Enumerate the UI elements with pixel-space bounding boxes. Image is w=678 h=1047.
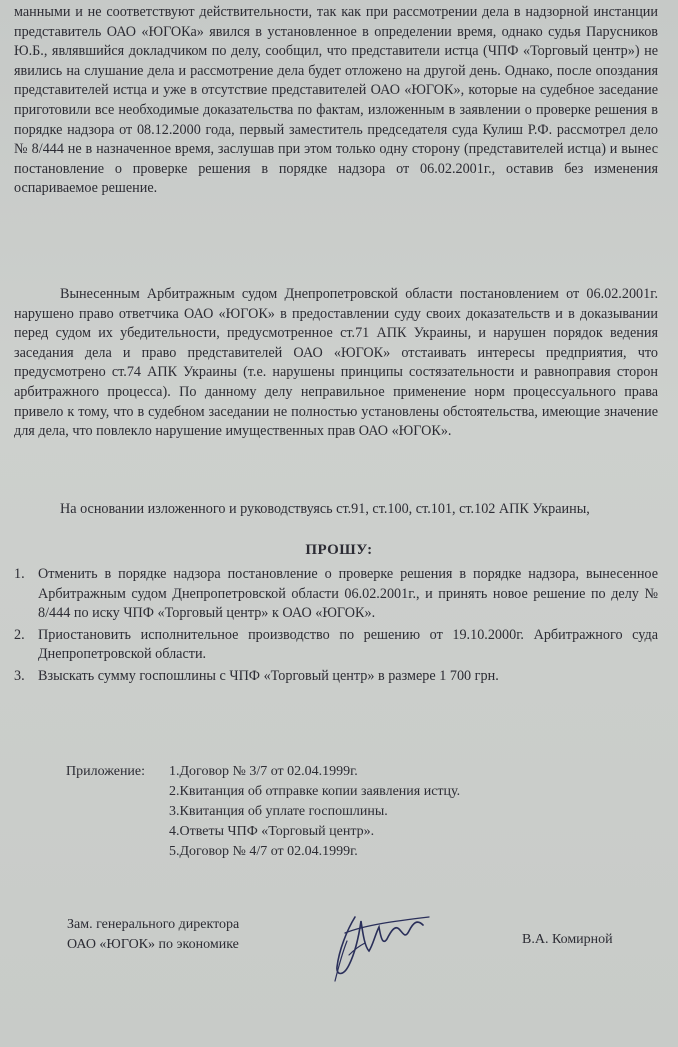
paragraph-2: Вынесенным Арбитражным судом Днепропетровской области постановлением от 06.02.2001г. нарушено право ответчика ОАО «ЮГОК» в предоставлении суду своих доказательств и в доказывании перед судом их убедительности, предусмотренное ст.71 АПК Украины, и нарушен порядок ведения заседания дела и право представителей ОАО «ЮГОК» отстаивать интересы предприятия, что предусмотрено ст.74 АПК Украины (т.е. нарушены принципы состязательности и равноправия сторон арбитражного процесса). По данному делу неправильное применение норм процессуального права привело к тому, что в судебном заседании не полностью установлены обстоятельства, имеющие значение для дела, что повлекло нарушение имущественных прав ОАО «ЮГОК».: [14, 286, 658, 440]
attachment-item: 5.Договор № 4/7 от 02.04.1999г.: [169, 844, 358, 859]
attachment-item: 1.Договор № 3/7 от 02.04.1999г.: [169, 764, 358, 779]
signatory-title-line-1: Зам. генерального директора: [67, 917, 240, 932]
attachment-item: 4.Ответы ЧПФ «Торговый центр».: [169, 824, 375, 839]
request-number: 2.: [14, 626, 25, 643]
signatory-title-line-2: ОАО «ЮГОК» по экономике: [67, 937, 239, 952]
attachments-list: [169, 762, 460, 862]
signatory-name: В.А. Комирной: [522, 932, 613, 947]
request-item: [14, 565, 658, 624]
request-heading: ПРОШУ:: [305, 542, 373, 558]
request-item: [14, 626, 658, 665]
handwritten-signature: [325, 895, 435, 985]
paragraph-3: На основании изложенного и руководствуясь ст.91, ст.100, ст.101, ст.102 АПК Украины,: [60, 501, 590, 517]
signatory-title: [67, 915, 239, 955]
request-list: [14, 565, 658, 689]
attachments-label: Приложение:: [66, 764, 146, 779]
attachment-item: 2.Квитанция об отправке копии заявления истцу.: [169, 784, 461, 799]
request-text: Взыскать сумму госпошлины с ЧПФ «Торговый центр» в размере 1 700 грн.: [38, 667, 499, 684]
request-text: Приостановить исполнительное производство по решению от 19.10.2000г. Арбитражного суда Днепропетровской области.: [38, 626, 658, 663]
request-number: 1.: [14, 566, 25, 582]
request-item: [14, 667, 658, 687]
request-text: Отменить в порядке надзора постановление о проверке решения в порядке надзора, вынесенное Арбитражным судом Днепропетровской области 06.02.2001г., и принять новое решение по делу № 8/444 по иску ЧПФ «Торговый центр» к ОАО «ЮГОК».: [38, 566, 658, 622]
paragraph-1: манными и не соответствуют действительности, так как при рассмотрении дела в надзорной инстанции представитель ОАО «ЮГОКа» явился в установленное в определении время, однако судья Парусников Ю.Б., являвшийся докладчиком по делу, сообщил, что представители истца (ЧПФ «Торговый центр») не явились на слушание дела и рассмотрение дела будет отложено на другой день. Однако, после опоздания представителей истца и уже в отсутствие представителей ОАО «ЮГОК», которые на судебное заседание приготовили все необходимые доказательства по фактам, изложенным в заявлении о проверке решения в порядке надзора от 08.12.2000 года, первый заместитель председателя суда Кулиш Р.Ф. рассмотрел дело № 8/444 не в назначенное время, заслушав при этом только одну сторону (представителей истца) и вынес постановление о проверке решения в порядке надзора от 06.02.2001г., оставив без изменения оспариваемое решение.: [14, 4, 658, 197]
request-number: 3.: [14, 667, 25, 684]
attachment-item: 3.Квитанция об уплате госпошлины.: [169, 804, 388, 819]
